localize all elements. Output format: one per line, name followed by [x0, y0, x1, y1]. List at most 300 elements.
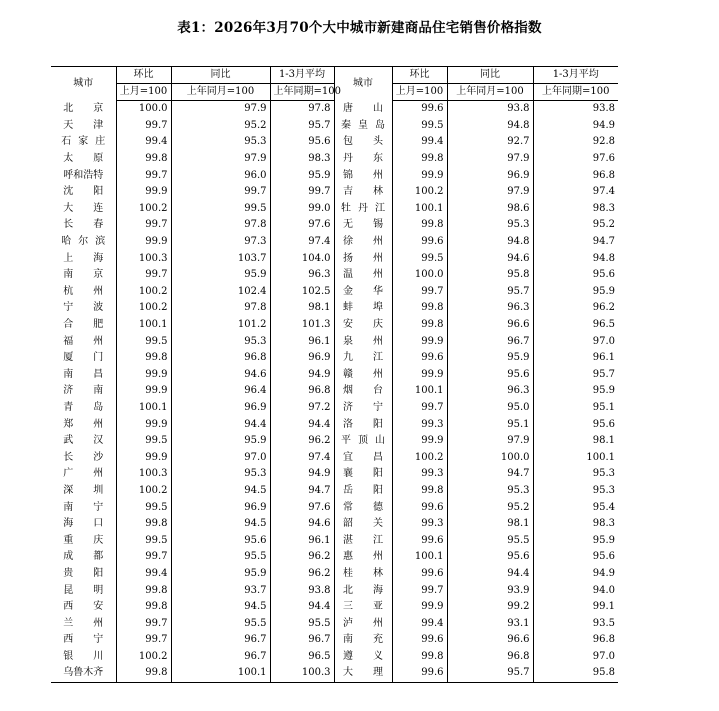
city-name-right: [334, 167, 392, 184]
avg-value-right: 95.1: [533, 400, 618, 417]
city-label: 九江: [343, 352, 383, 364]
city-name-right: [334, 649, 392, 666]
city-name-right: [334, 483, 392, 500]
city-label: 石家庄: [61, 136, 106, 148]
yoy-value-left: 95.3: [171, 134, 270, 151]
mom-value-left: 100.2: [116, 284, 171, 301]
city-name-left: [51, 317, 116, 334]
yoy-value-right: 94.8: [447, 118, 533, 135]
mom-value-left: 99.8: [116, 350, 171, 367]
table-row: [51, 466, 618, 483]
mom-base-right: 上月=100: [392, 84, 447, 101]
mom-value-right: 99.8: [392, 483, 447, 500]
yoy-base-left: 上年同月=100: [171, 84, 270, 101]
city-label: 西宁: [63, 634, 104, 646]
city-name-left: [51, 118, 116, 135]
avg-base-left: 上年同期=100: [270, 84, 334, 101]
city-label: 泸州: [343, 617, 383, 629]
yoy-value-right: 95.7: [447, 665, 533, 682]
yoy-value-right: 96.9: [447, 167, 533, 184]
table-row: [51, 284, 618, 301]
avg-value-left: 98.1: [270, 300, 334, 317]
table-row: [51, 234, 618, 251]
mom-value-left: 100.3: [116, 250, 171, 267]
yoy-value-left: 93.7: [171, 582, 270, 599]
table-row: [51, 400, 618, 417]
mom-value-right: 99.5: [392, 118, 447, 135]
city-name-right: [334, 300, 392, 317]
avg-value-left: 95.6: [270, 134, 334, 151]
yoy-value-right: 98.1: [447, 516, 533, 533]
table-row: [51, 101, 618, 118]
avg-value-left: 97.8: [270, 101, 334, 118]
avg-value-left: 96.1: [270, 333, 334, 350]
city-label: 重庆: [63, 534, 104, 546]
mom-value-left: 100.2: [116, 483, 171, 500]
mom-value-right: 99.6: [392, 350, 447, 367]
avg-value-right: 99.1: [533, 599, 618, 616]
avg-value-right: 97.6: [533, 151, 618, 168]
table-row: [51, 118, 618, 135]
city-name-left: [51, 449, 116, 466]
city-name-right: [334, 101, 392, 118]
city-label: 贵阳: [63, 567, 104, 579]
city-label: 锦州: [343, 169, 383, 181]
mom-value-left: 99.9: [116, 383, 171, 400]
avg-value-left: 96.1: [270, 532, 334, 549]
city-label: 岳阳: [343, 484, 383, 496]
yoy-value-left: 96.0: [171, 167, 270, 184]
mom-value-right: 99.6: [392, 566, 447, 583]
table-row: [51, 167, 618, 184]
yoy-value-left: 95.6: [171, 532, 270, 549]
avg-value-right: 94.0: [533, 582, 618, 599]
city-name-right: [334, 516, 392, 533]
mom-value-right: 99.3: [392, 416, 447, 433]
city-label: 烟台: [343, 385, 383, 397]
avg-value-right: 96.2: [533, 300, 618, 317]
avg-value-right: 94.8: [533, 250, 618, 267]
city-label: 北海: [343, 584, 383, 596]
mom-value-left: 99.8: [116, 151, 171, 168]
city-label: 呼和浩特: [63, 169, 104, 181]
city-name-right: [334, 433, 392, 450]
table-body: [51, 101, 618, 683]
avg-base-right: 上年同期=100: [533, 84, 618, 101]
avg-value-right: 94.9: [533, 118, 618, 135]
city-name-left: [51, 234, 116, 251]
city-label: 青岛: [63, 401, 104, 413]
yoy-value-left: 94.5: [171, 516, 270, 533]
mom-value-left: 99.7: [116, 549, 171, 566]
city-label: 厦门: [63, 352, 104, 364]
city-name-left: [51, 400, 116, 417]
yoy-value-right: 95.6: [447, 367, 533, 384]
avg-value-right: 95.3: [533, 483, 618, 500]
mom-value-right: 99.8: [392, 649, 447, 666]
mom-value-left: 99.4: [116, 566, 171, 583]
yoy-value-right: 96.7: [447, 333, 533, 350]
city-name-left: [51, 284, 116, 301]
city-name-right: [334, 383, 392, 400]
mom-value-left: 99.7: [116, 167, 171, 184]
yoy-value-left: 97.9: [171, 151, 270, 168]
avg-value-right: 97.4: [533, 184, 618, 201]
mom-value-right: 99.9: [392, 599, 447, 616]
mom-value-right: 100.0: [392, 267, 447, 284]
avg-value-left: 99.7: [270, 184, 334, 201]
city-name-right: [334, 151, 392, 168]
city-label: 长春: [63, 219, 104, 231]
mom-value-left: 99.7: [116, 615, 171, 632]
city-name-left: [51, 615, 116, 632]
table-row: [51, 516, 618, 533]
mom-value-right: 99.6: [392, 632, 447, 649]
mom-value-right: 99.6: [392, 101, 447, 118]
avg-value-right: 97.0: [533, 649, 618, 666]
city-label: 徐州: [343, 236, 383, 248]
yoy-value-left: 100.1: [171, 665, 270, 682]
mom-value-left: 99.7: [116, 118, 171, 135]
table-row: [51, 499, 618, 516]
city-name-right: [334, 367, 392, 384]
mom-value-right: 99.7: [392, 582, 447, 599]
mom-value-left: 99.5: [116, 333, 171, 350]
mom-value-right: 99.4: [392, 134, 447, 151]
mom-value-right: 99.8: [392, 217, 447, 234]
city-name-left: [51, 566, 116, 583]
avg-value-left: 102.5: [270, 284, 334, 301]
yoy-value-left: 94.4: [171, 416, 270, 433]
avg-value-left: 95.7: [270, 118, 334, 135]
city-name-left: [51, 383, 116, 400]
table-row: [51, 632, 618, 649]
city-label: 唐山: [343, 103, 383, 115]
avg-value-right: 92.8: [533, 134, 618, 151]
avg-value-right: 93.5: [533, 615, 618, 632]
yoy-value-right: 95.8: [447, 267, 533, 284]
table-row: [51, 201, 618, 218]
table-row: [51, 599, 618, 616]
mom-value-left: 99.9: [116, 367, 171, 384]
yoy-value-right: 95.5: [447, 532, 533, 549]
city-name-left: [51, 250, 116, 267]
city-name-left: [51, 367, 116, 384]
city-name-right: [334, 350, 392, 367]
city-name-right: [334, 184, 392, 201]
avg-value-right: 95.7: [533, 367, 618, 384]
table-row: [51, 267, 618, 284]
city-name-left: [51, 549, 116, 566]
city-name-right: [334, 566, 392, 583]
city-label: 西安: [63, 601, 104, 613]
city-name-left: [51, 649, 116, 666]
mom-value-left: 99.5: [116, 433, 171, 450]
yoy-value-left: 103.7: [171, 250, 270, 267]
avg-value-left: 95.9: [270, 167, 334, 184]
table-row: [51, 333, 618, 350]
city-name-right: [334, 201, 392, 218]
avg-value-right: 98.3: [533, 516, 618, 533]
yoy-value-right: 95.0: [447, 400, 533, 417]
avg-value-left: 96.2: [270, 549, 334, 566]
avg-value-left: 98.3: [270, 151, 334, 168]
yoy-value-right: 98.6: [447, 201, 533, 218]
table-row: [51, 549, 618, 566]
city-label: 济宁: [343, 401, 383, 413]
city-name-left: [51, 483, 116, 500]
mom-value-left: 100.2: [116, 201, 171, 218]
mom-value-right: 99.5: [392, 250, 447, 267]
avg-value-right: 95.3: [533, 466, 618, 483]
yoy-value-left: 94.5: [171, 599, 270, 616]
yoy-value-right: 95.3: [447, 483, 533, 500]
avg-value-right: 98.3: [533, 201, 618, 218]
mom-header-right: 环比: [392, 67, 447, 84]
city-name-left: [51, 151, 116, 168]
yoy-value-left: 94.6: [171, 367, 270, 384]
avg-value-left: 97.6: [270, 217, 334, 234]
mom-value-right: 99.6: [392, 234, 447, 251]
yoy-value-left: 95.5: [171, 549, 270, 566]
city-name-right: [334, 317, 392, 334]
yoy-value-right: 93.8: [447, 101, 533, 118]
city-label: 安庆: [343, 319, 383, 331]
city-name-left: [51, 333, 116, 350]
city-name-left: [51, 350, 116, 367]
yoy-value-left: 99.7: [171, 184, 270, 201]
mom-value-left: 100.1: [116, 400, 171, 417]
city-label: 泉州: [343, 335, 383, 347]
yoy-base-right: 上年同月=100: [447, 84, 533, 101]
city-label: 济南: [63, 385, 104, 397]
city-label: 南宁: [63, 501, 104, 513]
city-label: 昆明: [63, 584, 104, 596]
avg-header-right: 1-3月平均: [533, 67, 618, 84]
mom-value-right: 99.9: [392, 167, 447, 184]
yoy-value-left: 95.3: [171, 466, 270, 483]
table-row: [51, 184, 618, 201]
mom-value-left: 99.8: [116, 599, 171, 616]
city-label: 金华: [343, 285, 383, 297]
city-label: 温州: [343, 269, 383, 281]
mom-value-right: 100.1: [392, 201, 447, 218]
avg-value-left: 94.6: [270, 516, 334, 533]
city-name-left: [51, 201, 116, 218]
table-row: [51, 582, 618, 599]
yoy-value-right: 93.1: [447, 615, 533, 632]
yoy-value-left: 96.7: [171, 649, 270, 666]
yoy-value-right: 96.6: [447, 632, 533, 649]
avg-value-left: 96.8: [270, 383, 334, 400]
avg-value-left: 94.9: [270, 466, 334, 483]
mom-value-right: 100.1: [392, 549, 447, 566]
mom-value-left: 99.9: [116, 449, 171, 466]
table-row: [51, 134, 618, 151]
yoy-value-left: 94.5: [171, 483, 270, 500]
avg-value-left: 94.4: [270, 416, 334, 433]
table-title: 表1：2026年3月70个大中城市新建商品住宅销售价格指数: [177, 20, 542, 36]
avg-value-left: 94.7: [270, 483, 334, 500]
city-name-right: [334, 466, 392, 483]
mom-value-right: 99.6: [392, 499, 447, 516]
city-name-right: [334, 615, 392, 632]
yoy-header-left: 同比: [171, 67, 270, 84]
city-name-left: [51, 665, 116, 682]
mom-value-right: 99.3: [392, 516, 447, 533]
yoy-value-left: 97.3: [171, 234, 270, 251]
table-row: [51, 367, 618, 384]
avg-value-right: 95.6: [533, 416, 618, 433]
yoy-value-right: 95.2: [447, 499, 533, 516]
city-name-right: [334, 665, 392, 682]
city-name-left: [51, 101, 116, 118]
avg-value-left: 95.5: [270, 615, 334, 632]
avg-value-left: 96.5: [270, 649, 334, 666]
city-name-right: [334, 284, 392, 301]
table-row: [51, 300, 618, 317]
city-label: 杭州: [63, 285, 104, 297]
avg-value-left: 96.7: [270, 632, 334, 649]
avg-value-right: 96.5: [533, 317, 618, 334]
avg-value-left: 101.3: [270, 317, 334, 334]
yoy-value-right: 95.6: [447, 549, 533, 566]
yoy-value-right: 99.2: [447, 599, 533, 616]
city-label: 无锡: [343, 219, 383, 231]
mom-value-right: 99.3: [392, 466, 447, 483]
mom-value-left: 99.7: [116, 217, 171, 234]
city-label: 洛阳: [343, 418, 383, 430]
mom-value-right: 100.2: [392, 449, 447, 466]
mom-value-left: 99.8: [116, 582, 171, 599]
city-label: 北京: [63, 103, 104, 115]
mom-value-right: 99.8: [392, 317, 447, 334]
city-name-left: [51, 267, 116, 284]
avg-value-right: 93.8: [533, 101, 618, 118]
yoy-value-left: 102.4: [171, 284, 270, 301]
city-label: 成都: [63, 551, 104, 563]
avg-value-right: 95.9: [533, 532, 618, 549]
price-index-table: [51, 66, 618, 683]
city-name-right: [334, 134, 392, 151]
avg-value-left: 97.4: [270, 449, 334, 466]
avg-value-right: 95.8: [533, 665, 618, 682]
city-name-right: [334, 599, 392, 616]
yoy-value-left: 97.8: [171, 300, 270, 317]
city-label: 大连: [63, 202, 104, 214]
yoy-value-left: 95.3: [171, 333, 270, 350]
city-label: 深圳: [63, 484, 104, 496]
city-name-right: [334, 449, 392, 466]
yoy-value-left: 95.9: [171, 433, 270, 450]
mom-value-right: 99.4: [392, 615, 447, 632]
avg-value-left: 100.3: [270, 665, 334, 682]
avg-value-left: 94.4: [270, 599, 334, 616]
mom-base-left: 上月=100: [116, 84, 171, 101]
avg-value-right: 96.8: [533, 632, 618, 649]
city-label: 哈尔滨: [61, 236, 106, 248]
avg-value-left: 93.8: [270, 582, 334, 599]
yoy-value-left: 99.5: [171, 201, 270, 218]
avg-value-left: 97.6: [270, 499, 334, 516]
avg-value-right: 96.8: [533, 167, 618, 184]
city-label: 南充: [343, 634, 383, 646]
avg-value-right: 95.4: [533, 499, 618, 516]
avg-value-right: 100.1: [533, 449, 618, 466]
yoy-value-left: 97.9: [171, 101, 270, 118]
city-label: 天津: [63, 119, 104, 131]
city-name-left: [51, 167, 116, 184]
yoy-value-right: 96.8: [447, 649, 533, 666]
yoy-value-right: 95.1: [447, 416, 533, 433]
city-label: 大理: [343, 667, 383, 679]
city-label: 赣州: [343, 368, 383, 380]
table-row: [51, 383, 618, 400]
city-label: 福州: [63, 335, 104, 347]
table-row: [51, 250, 618, 267]
city-name-right: [334, 549, 392, 566]
mom-value-left: 100.3: [116, 466, 171, 483]
yoy-header-right: 同比: [447, 67, 533, 84]
mom-value-right: 100.2: [392, 184, 447, 201]
mom-value-right: 99.6: [392, 665, 447, 682]
city-label: 扬州: [343, 252, 383, 264]
mom-value-left: 100.1: [116, 317, 171, 334]
table-row: [51, 151, 618, 168]
mom-value-left: 99.5: [116, 499, 171, 516]
yoy-value-right: 97.9: [447, 184, 533, 201]
yoy-value-left: 97.8: [171, 217, 270, 234]
yoy-value-right: 96.6: [447, 317, 533, 334]
avg-value-left: 94.9: [270, 367, 334, 384]
avg-value-left: 104.0: [270, 250, 334, 267]
avg-value-left: 96.9: [270, 350, 334, 367]
avg-value-left: 97.4: [270, 234, 334, 251]
yoy-value-left: 95.2: [171, 118, 270, 135]
yoy-value-right: 100.0: [447, 449, 533, 466]
table-row: [51, 317, 618, 334]
city-label: 武汉: [63, 435, 104, 447]
mom-value-left: 100.0: [116, 101, 171, 118]
city-label: 兰州: [63, 617, 104, 629]
yoy-value-right: 93.9: [447, 582, 533, 599]
city-label: 桂林: [343, 567, 383, 579]
mom-value-left: 99.9: [116, 184, 171, 201]
table-row: [51, 449, 618, 466]
table-row: [51, 649, 618, 666]
city-label: 韶关: [343, 518, 383, 530]
city-header-left: 城市: [51, 67, 116, 101]
yoy-value-right: 94.6: [447, 250, 533, 267]
yoy-value-right: 94.4: [447, 566, 533, 583]
city-label: 牡丹江: [341, 202, 385, 214]
avg-value-left: 96.2: [270, 566, 334, 583]
city-label: 南京: [63, 269, 104, 281]
yoy-value-right: 92.7: [447, 134, 533, 151]
city-label: 海口: [63, 518, 104, 530]
yoy-value-left: 96.9: [171, 400, 270, 417]
yoy-value-left: 96.7: [171, 632, 270, 649]
avg-value-left: 96.3: [270, 267, 334, 284]
city-label: 丹东: [343, 153, 383, 165]
avg-value-right: 95.6: [533, 549, 618, 566]
table-row: [51, 566, 618, 583]
mom-value-right: 99.9: [392, 433, 447, 450]
mom-value-left: 99.4: [116, 134, 171, 151]
city-label: 郑州: [63, 418, 104, 430]
avg-value-right: 97.0: [533, 333, 618, 350]
avg-value-left: 99.0: [270, 201, 334, 218]
